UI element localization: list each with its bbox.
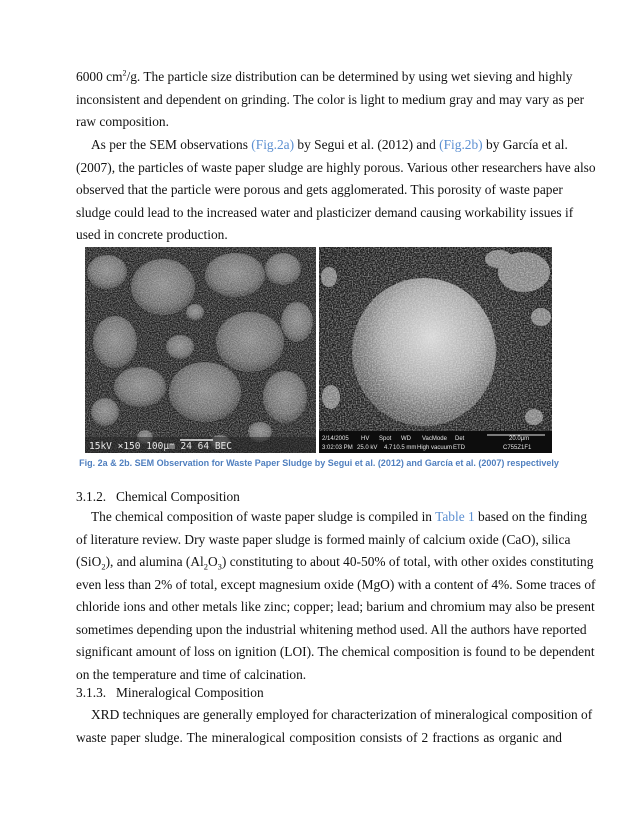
text-line: observed that the particle were porous and gets agglomerated. This porosity of waste paper bbox=[76, 182, 563, 197]
text-line: As per the SEM observations (Fig.2a) by Segui et al. (2012) and (Fig.2b) by García et al. bbox=[91, 137, 568, 152]
text-line: waste paper sludge. The mineralogical composition consists of 2 fractions as organic and bbox=[76, 729, 562, 745]
svg-text:25.0 kV: 25.0 kV bbox=[357, 445, 378, 451]
figure-link-2a[interactable]: (Fig.2a) bbox=[251, 137, 295, 152]
section-number: 3.1.3. bbox=[76, 685, 107, 700]
section-title: Mineralogical Composition bbox=[116, 685, 264, 700]
text-line: chloride ions and other metals like zinc; copper; lead; barium and chromium may also be present bbox=[76, 599, 595, 614]
svg-text:10.5 mm: 10.5 mm bbox=[393, 445, 417, 451]
sem-image-2b-graphic bbox=[319, 247, 552, 453]
svg-text:C755Z1F1: C755Z1F1 bbox=[503, 445, 532, 451]
section-number: 3.1.2. bbox=[76, 489, 107, 504]
text-line: (2007), the particles of waste paper sludge are highly porous. Various other researchers have also bbox=[76, 159, 596, 175]
section-heading-3-1-2 bbox=[76, 487, 240, 507]
svg-text:High vacuum: High vacuum bbox=[417, 445, 453, 451]
paragraph-chemical-composition bbox=[76, 506, 596, 686]
text-line: used in concrete production. bbox=[76, 227, 228, 242]
text-line: XRD techniques are generally employed for characterization of mineralogical composition of bbox=[91, 707, 593, 722]
svg-text:ETD: ETD bbox=[453, 445, 465, 451]
svg-text:Spot: Spot bbox=[379, 436, 392, 442]
sem-image-2b bbox=[319, 247, 552, 453]
svg-text:2/14/2005: 2/14/2005 bbox=[322, 436, 349, 442]
svg-text:VacMode: VacMode bbox=[422, 436, 447, 442]
svg-text:WD: WD bbox=[401, 436, 411, 442]
svg-text:20.0μm: 20.0μm bbox=[509, 436, 530, 442]
sem-databar-2a: 15kV ×150 100μm 24 64 BEC bbox=[89, 441, 232, 452]
svg-text:4.7: 4.7 bbox=[384, 445, 393, 451]
text-line: raw composition. bbox=[76, 114, 169, 129]
figure-caption: Fig. 2a & 2b. SEM Observation for Waste Paper Sludge by Segui et al. (2012) and García et al. (2007) respectively bbox=[79, 458, 559, 468]
text-line: significant amount of loss on ignition (LOI). The chemical composition is found to be dependent bbox=[76, 644, 595, 659]
paragraph-sem bbox=[76, 134, 596, 247]
figure-link-2b[interactable]: (Fig.2b) bbox=[439, 137, 483, 152]
text-line: sludge could lead to the increased water and plasticizer demand causing workability issues if bbox=[76, 204, 574, 220]
section-heading-3-1-3 bbox=[76, 683, 264, 703]
text-line: of literature review. Dry waste paper sludge is formed mainly of calcium oxide (CaO), silica bbox=[76, 531, 571, 547]
svg-text:3:02:03 PM: 3:02:03 PM bbox=[322, 445, 353, 451]
text-line: even less than 2% of total, except magnesium oxide (MgO) with a content of 4%. Some traces of bbox=[76, 576, 596, 592]
paragraph-intro bbox=[76, 66, 585, 134]
svg-text:HV: HV bbox=[361, 436, 370, 442]
sem-image-2a-graphic bbox=[85, 247, 316, 453]
table-link-1[interactable]: Table 1 bbox=[435, 509, 475, 524]
text-line: (SiO$_2$), and alumina $(Al_2O_3)$ constituting to about 40-50% of total, with other oxides constituting bbox=[76, 554, 594, 572]
text-line: on the temperature and time of calcination. bbox=[76, 666, 307, 682]
text-line: 6000 $cm^2/g$. The particle size distribution can be determined by using wet sieving and highly bbox=[76, 68, 573, 84]
text-line: inconsistent and dependent on grinding. The color is light to medium gray and may vary as per bbox=[76, 91, 585, 107]
paragraph-mineralogical-composition bbox=[76, 704, 593, 749]
section-title: Chemical Composition bbox=[116, 489, 240, 504]
sem-image-2a bbox=[85, 247, 316, 453]
text-line: sometimes depending upon the industrial whitening method used. All the authors have reported bbox=[76, 621, 587, 637]
text-line: The chemical composition of waste paper sludge is compiled in Table 1 based on the finding bbox=[91, 509, 588, 524]
svg-text:Det: Det bbox=[455, 436, 465, 442]
